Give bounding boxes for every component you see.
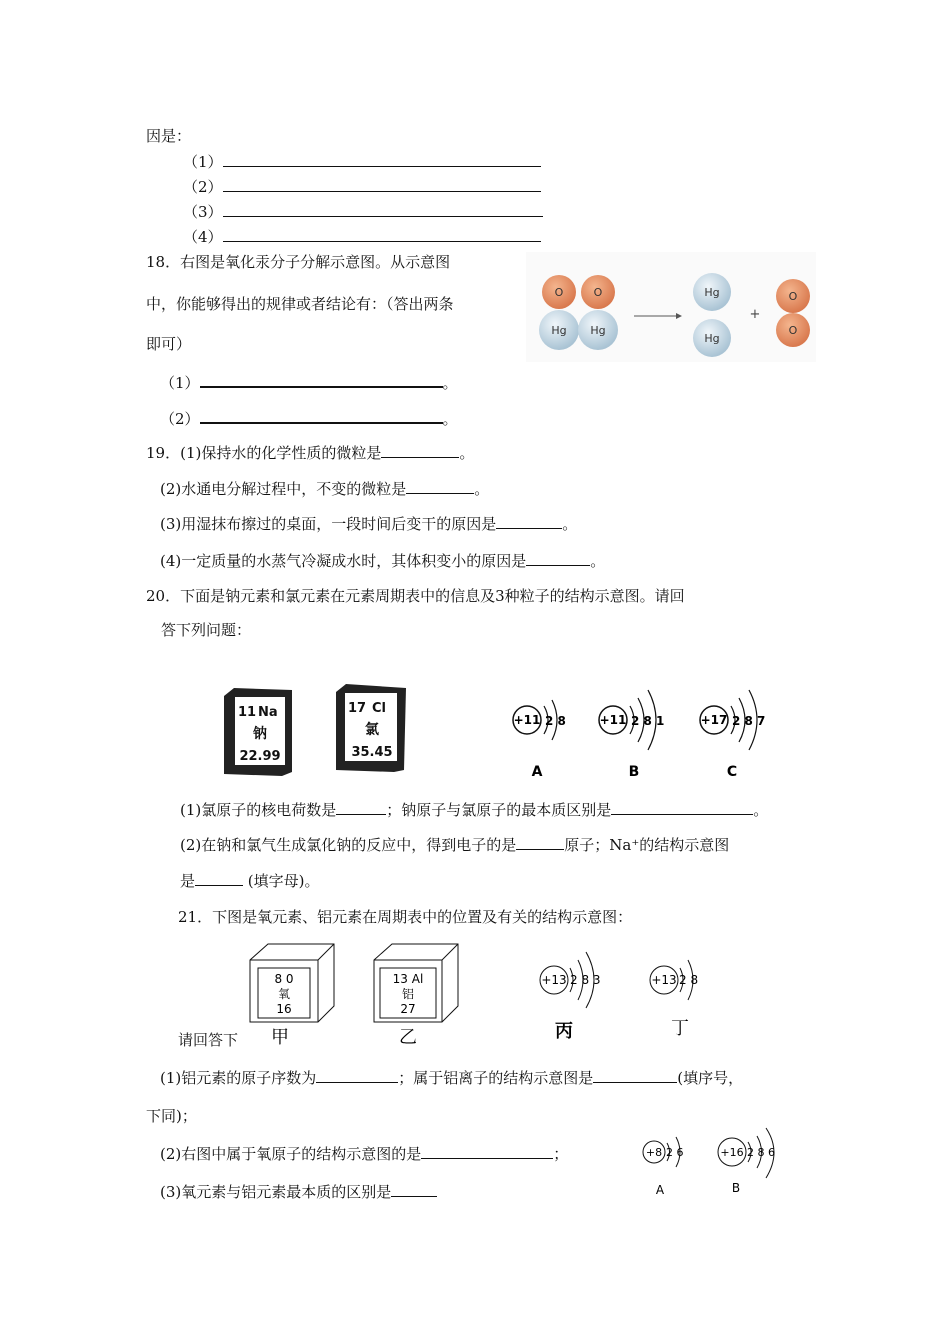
question-text: (2)在钠和氯气生成氯化钠的反应中，得到电子的是 [180, 836, 517, 854]
blank-field[interactable] [381, 443, 459, 458]
item-label: （1） [160, 374, 200, 392]
electron-shells: 2 6 [666, 1146, 684, 1159]
atom-label: Hg [704, 332, 720, 345]
q21-answer-2 [160, 1144, 568, 1164]
nucleus-charge: +11 [599, 713, 627, 727]
blank-field[interactable] [223, 152, 541, 167]
blank-field[interactable] [200, 408, 443, 424]
item-label: （3） [183, 203, 223, 221]
structure-label: 丁 [671, 1018, 689, 1039]
period: 。 [562, 515, 578, 533]
q18-line-3: 即可） [146, 335, 192, 353]
nucleus-charge: +13 [651, 973, 677, 987]
element-symbol: Na [258, 705, 278, 720]
q19-line-3 [160, 514, 577, 534]
question-text: 原子；Na⁺的结构示意图 [564, 836, 730, 854]
question-text: ； [553, 1145, 569, 1163]
answer-line-4 [183, 227, 541, 247]
atomic-mass: 27 [400, 1002, 416, 1016]
blank-field[interactable] [516, 835, 564, 850]
card-label: 乙 [399, 1027, 417, 1048]
item-label: （4） [183, 228, 223, 246]
period: 。 [459, 444, 475, 462]
q18-line-2: 中，你能够得出的规律或者结论有：（答出两条 [146, 295, 454, 313]
atom-structure-ding [650, 960, 698, 1039]
period: 。 [753, 801, 769, 819]
q21-answer-3 [160, 1182, 437, 1202]
structure-label: A [531, 764, 543, 780]
atomic-number: 11 [238, 705, 257, 720]
mercury-oxide-decomposition-diagram [526, 252, 816, 362]
electron-shells: 2 8 6 [747, 1146, 775, 1159]
answer-line-3 [183, 202, 543, 222]
atom-structure-bing [540, 952, 601, 1042]
blank-field[interactable] [336, 800, 386, 815]
continuation-text: 因是： [146, 127, 192, 145]
atom-label: O [554, 286, 564, 299]
question-text: ；钠原子与氯原子的最本质区别是 [386, 801, 612, 819]
period: 。 [590, 552, 606, 570]
q18-answer-1 [160, 372, 458, 393]
element-symbol: Cl [372, 701, 386, 716]
atom-structure-c [700, 690, 765, 780]
question-text: (填字母)。 [243, 872, 320, 890]
atomic-mass: 22.99 [239, 749, 281, 764]
q19-line-4 [160, 551, 605, 571]
item-label: （2） [183, 178, 223, 196]
question-text: (3)用湿抹布擦过的桌面，一段时间后变干的原因是 [160, 515, 497, 533]
q21-right-atom-structures [636, 1126, 796, 1202]
nucleus-charge: +16 [720, 1146, 744, 1159]
question-text: (4)一定质量的水蒸气冷凝成水时，其体积变小的原因是 [160, 552, 527, 570]
nucleus-charge: +8 [645, 1146, 663, 1159]
structure-label: B [628, 764, 640, 780]
question-text: (填序号， [677, 1069, 744, 1087]
period: 。 [442, 374, 458, 392]
structure-label: B [731, 1181, 741, 1195]
sodium-element-card [222, 686, 294, 778]
card-number-symbol: 8 0 [274, 972, 294, 986]
atomic-number: 17 [348, 701, 367, 716]
structure-label: C [726, 764, 738, 780]
q20-answer-2-cont [180, 871, 320, 891]
blank-field[interactable] [496, 514, 562, 529]
period: 。 [442, 410, 458, 428]
structure-label: A [655, 1183, 665, 1197]
answer-line-2 [183, 177, 541, 197]
oxygen-element-card [248, 942, 340, 1052]
nucleus-charge: +13 [541, 973, 567, 987]
blank-field[interactable] [406, 479, 474, 494]
q20-line-1: 20．下面是钠元素和氯元素在元素周期表中的信息及3种粒子的结构示意图。请回 [146, 587, 685, 605]
electron-shells: 2 8 1 [631, 714, 665, 728]
element-name: 钠 [253, 726, 267, 742]
atom-label: Hg [590, 324, 606, 337]
blank-field[interactable] [195, 871, 243, 886]
question-text: (2)水通电分解过程中，不变的微粒是 [160, 480, 407, 498]
blank-field[interactable] [593, 1068, 677, 1083]
blank-field[interactable] [223, 177, 541, 192]
blank-field[interactable] [200, 372, 443, 388]
atom-label: O [788, 324, 798, 337]
aluminum-element-card [372, 942, 464, 1052]
atom-structure-a [643, 1137, 684, 1197]
question-text: ；属于铝离子的结构示意图是 [398, 1069, 594, 1087]
blank-field[interactable] [611, 800, 753, 815]
q20-answer-2 [180, 835, 729, 855]
atomic-mass: 16 [276, 1002, 292, 1016]
q21-answer-1-cont: 下同)； [146, 1107, 197, 1125]
atom-label: O [788, 290, 798, 303]
chlorine-element-card [334, 682, 408, 774]
card-label: 甲 [271, 1027, 289, 1048]
atom-label: O [593, 286, 603, 299]
atom-structure-b [718, 1128, 775, 1195]
q21-atom-structures [530, 936, 730, 1046]
atomic-mass: 35.45 [351, 745, 393, 760]
atom-structure-b [599, 690, 664, 780]
item-label: （1） [183, 153, 223, 171]
nucleus-charge: +17 [700, 713, 728, 727]
question-text: (1)氯原子的核电荷数是 [180, 801, 337, 819]
atom-label: Hg [704, 286, 720, 299]
plus-sign: + [749, 307, 761, 322]
electron-shells: 2 8 [545, 714, 566, 728]
atom-structure-a [513, 700, 566, 780]
question-text: (1)铝元素的原子序数为 [160, 1069, 317, 1087]
q18-answer-2 [160, 408, 458, 429]
atom-label: Hg [551, 324, 567, 337]
item-label: （2） [160, 410, 200, 428]
card-number-symbol: 13 Al [392, 972, 424, 986]
q21-answer-1 [160, 1068, 743, 1088]
q21-line-1: 21．下图是氧元素、铝元素在周期表中的位置及有关的结构示意图： [178, 908, 633, 926]
element-name: 氧 [277, 987, 291, 1001]
please-answer-text: 请回答下 [178, 1031, 239, 1049]
blank-field[interactable] [316, 1068, 398, 1083]
element-name: 氯 [365, 722, 379, 738]
blank-field[interactable] [223, 227, 541, 242]
q20-line-2: 答下列问题： [161, 621, 252, 639]
blank-field[interactable] [223, 202, 543, 217]
question-text: 是 [180, 872, 196, 890]
blank-field[interactable] [391, 1182, 437, 1197]
electron-shells: 2 8 3 [570, 973, 601, 987]
answer-line-1 [183, 152, 541, 172]
structure-label: 丙 [555, 1021, 573, 1042]
q18-line-1: 18．右图是氧化汞分子分解示意图。从示意图 [146, 253, 451, 271]
question-text: (2)右图中属于氧原子的结构示意图的是 [160, 1145, 422, 1163]
electron-shells: 2 8 7 [732, 714, 766, 728]
q19-line-2 [160, 479, 489, 499]
electron-shells: 2 8 [679, 973, 699, 987]
blank-field[interactable] [526, 551, 590, 566]
q19-line-1 [146, 443, 474, 463]
question-text: (3)氧元素与铝元素最本质的区别是 [160, 1183, 392, 1201]
q20-atom-structures [500, 686, 790, 782]
question-text: 19．(1)保持水的化学性质的微粒是 [146, 444, 382, 462]
period: 。 [474, 480, 490, 498]
blank-field[interactable] [421, 1144, 553, 1159]
element-name: 铝 [401, 987, 415, 1001]
nucleus-charge: +11 [513, 713, 541, 727]
q20-answer-1 [180, 800, 768, 820]
